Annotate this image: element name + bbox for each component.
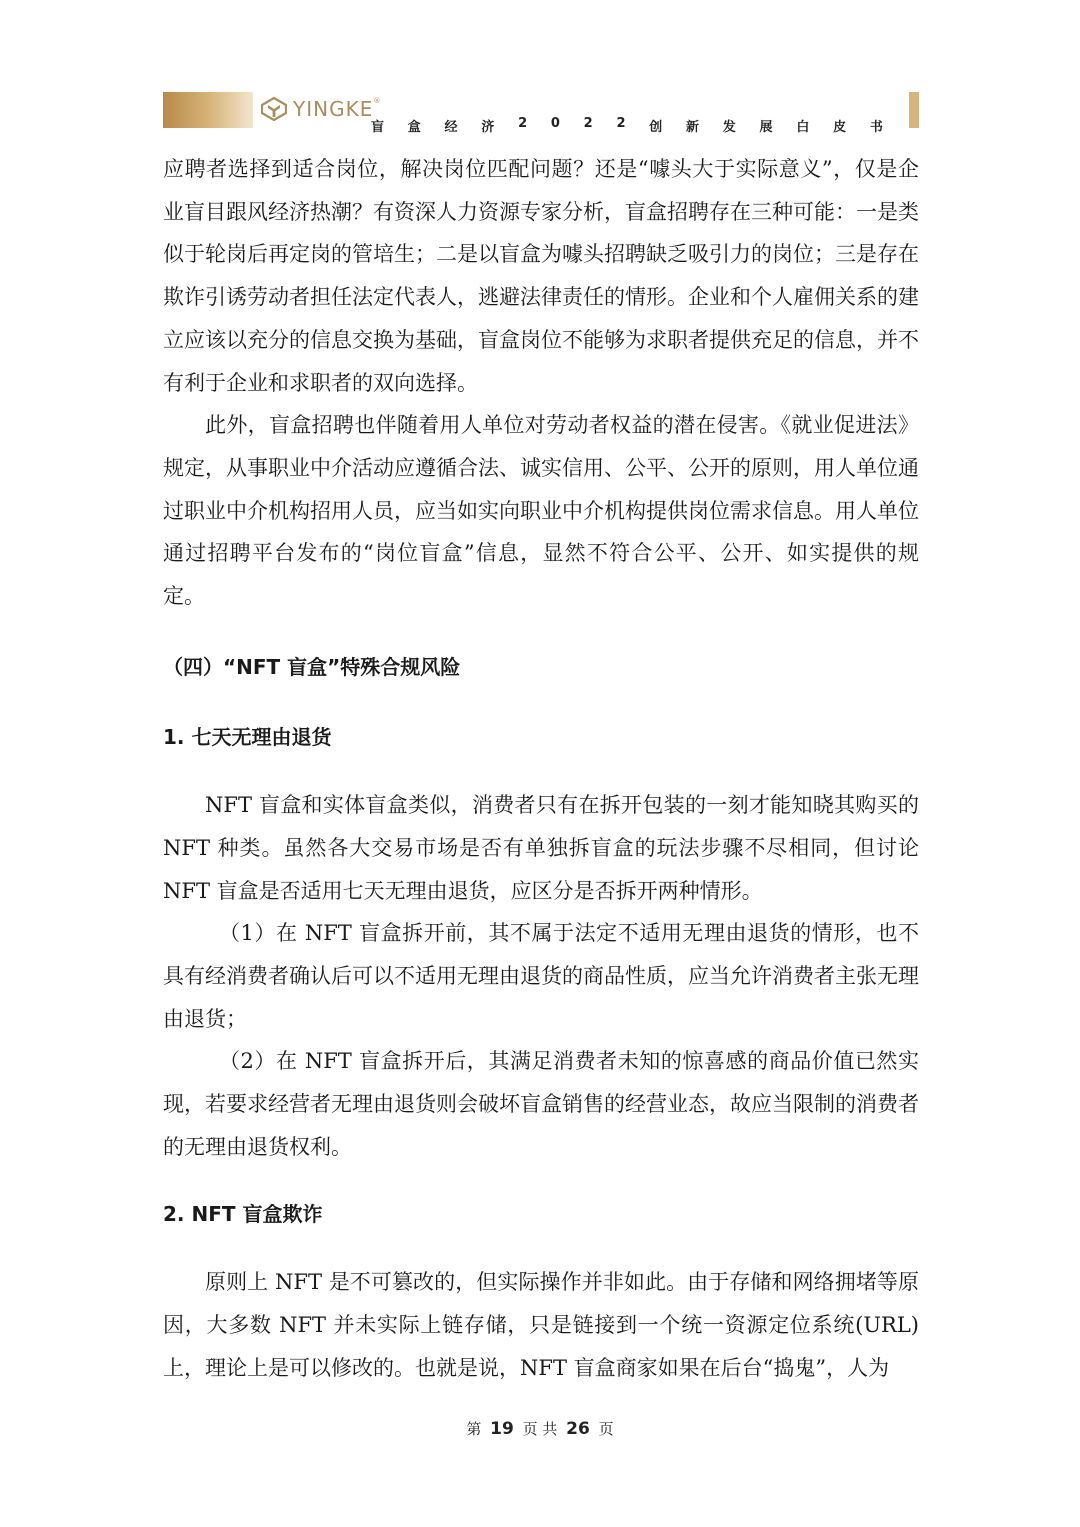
total-pages: 26 xyxy=(566,1419,590,1439)
list-item: （2）在 NFT 盲盒拆开后，其满足消费者未知的惊喜感的商品价值已然实现，若要求经营者无理由退货则会破坏盲盒销售的经营业态，故应当限制的消费者的无理由退货权利。 xyxy=(163,1049,919,1159)
paragraph: 此外，盲盒招聘也伴随着用人单位对劳动者权益的潜在侵害。《就业促进法》规定，从事职业中介活动应遵循合法、诚实信用、公平、公开的原则，用人单位通过职业中介机构招用人员，应当如实向职业中介机构提供岗位需求信息。用人单位通过招聘平台发布的“岗位盲盒”信息，显然不符合公平、公开、如实提供的规定。 xyxy=(163,413,919,609)
header-title-char: 2 xyxy=(518,116,528,131)
header-title-char: 发 xyxy=(722,120,736,135)
header-title-char: 经 xyxy=(444,120,458,135)
subsection-heading: 1. 七天无理由退货 xyxy=(163,725,332,750)
header-title-char: 2 xyxy=(583,116,593,131)
paragraph: 原则上 NFT 是不可篡改的，但实际操作并非如此。由于存储和网络拥堵等原因，大多数 NFT 并未实际上链存储，只是链接到一个统一资源定位系统(URL)上，理论上是可以修改的。也就是说，NFT 盲盒商家如果在后台“捣鬼”，人为 xyxy=(163,1270,919,1380)
list-item: （1）在 NFT 盲盒拆开前，其不属于法定不适用无理由退货的情形，也不具有经消费者确认后可以不适用无理由退货的商品性质，应当允许消费者主张无理由退货； xyxy=(163,921,919,1031)
footer-suffix: 页 xyxy=(598,1420,614,1438)
header-title-char: 济 xyxy=(481,120,495,135)
header-title-char: 白 xyxy=(796,120,810,135)
paragraph: 应聘者选择到适合岗位，解决岗位匹配问题？还是“噱头大于实际意义”，仅是企业盲目跟风经济热潮？有资深人力资源专家分析，盲盒招聘存在三种可能：一是类似于轮岗后再定岗的管培生；二是以盲盒为噱头招聘缺乏吸引力的岗位；三是存在欺诈引诱劳动者担任法定代表人，逃避法律责任的情形。企业和个人雇佣关系的建立应该以充分的信息交换为基础，盲盒岗位不能够为求职者提供充足的信息，并不有利于企业和求职者的双向选择。 xyxy=(163,157,919,395)
header-title-char: 盲 xyxy=(371,120,385,135)
header-title-char: 2 xyxy=(616,116,626,131)
header-end-mark xyxy=(909,92,919,128)
page-header xyxy=(163,92,919,135)
header-title-char: 0 xyxy=(550,116,560,131)
yingke-logo xyxy=(261,94,381,124)
header-title-char: 书 xyxy=(869,120,883,135)
paragraph: NFT 盲盒和实体盲盒类似，消费者只有在拆开包装的一刻才能知晓其购买的 NFT 种类。虽然各大交易市场是否有单独拆盲盒的玩法步骤不尽相同，但讨论 NFT 盲盒是否适用七天无理由退货，应区分是否拆开两种情形。 xyxy=(163,793,919,903)
header-title-char: 创 xyxy=(649,120,663,135)
footer-mid: 页 共 xyxy=(522,1420,558,1438)
header-title-char: 新 xyxy=(686,120,700,135)
yingke-logo-icon xyxy=(261,97,287,121)
header-title-char: 展 xyxy=(759,120,773,135)
header-title xyxy=(371,116,883,135)
page-number: 19 xyxy=(490,1419,514,1439)
subsection-heading: 2. NFT 盲盒欺诈 xyxy=(163,1202,323,1227)
header-gold-bar xyxy=(163,92,253,128)
section-heading: （四）“NFT 盲盒”特殊合规风险 xyxy=(163,654,461,679)
page-body xyxy=(163,148,919,1389)
header-title-char: 皮 xyxy=(833,120,847,135)
page-footer xyxy=(0,1418,1080,1439)
header-title-char: 盒 xyxy=(407,120,421,135)
footer-prefix: 第 xyxy=(466,1420,482,1438)
logo-text: YINGKE® xyxy=(293,97,382,121)
